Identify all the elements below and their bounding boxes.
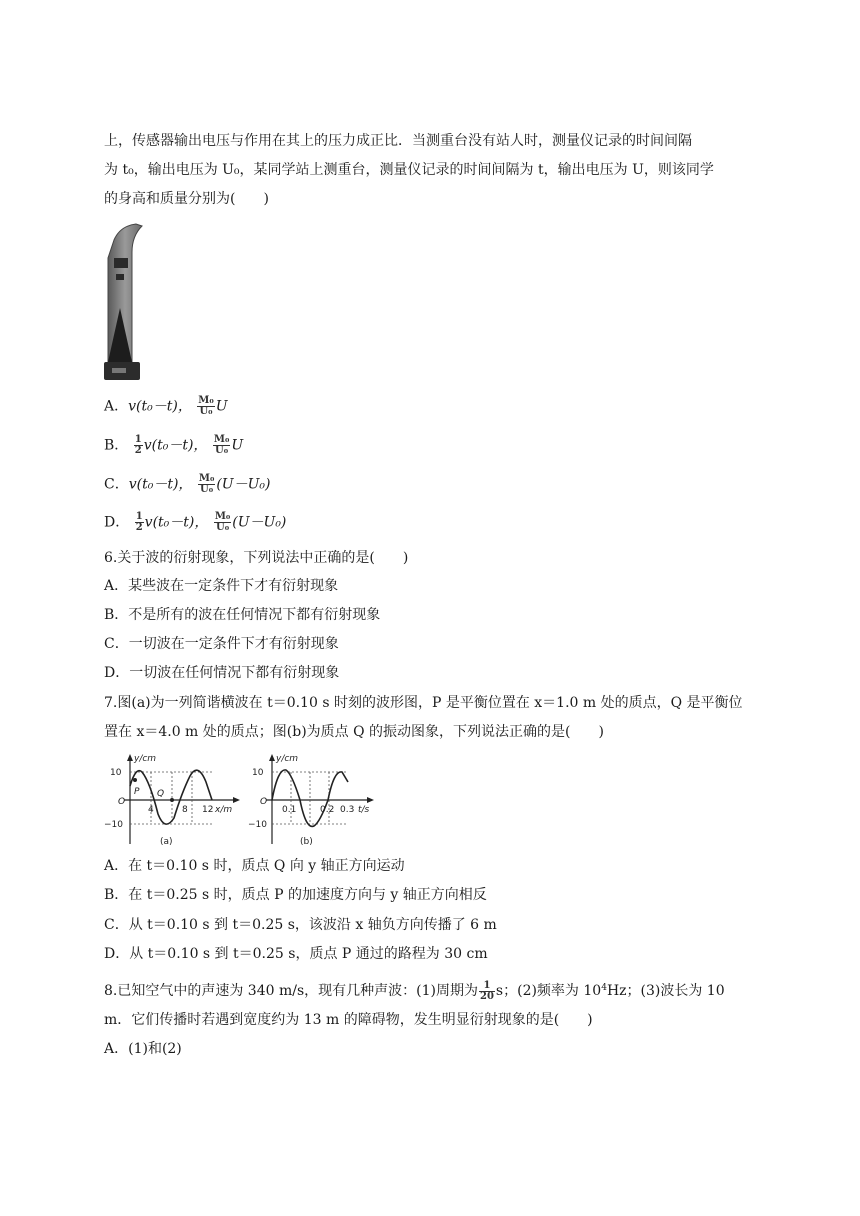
graph-a-tick-12: 12 <box>202 805 214 815</box>
graph-a-y-label: y/cm <box>134 754 157 764</box>
graph-a-point-q: Q <box>157 789 165 799</box>
q6-stem: 6.关于波的衍射现象，下列说法中正确的是( ) <box>104 550 409 566</box>
q5-option-b[interactable]: B． $\frac{1}{2}$ v(t₀－t)， $\frac{\text{M₀}}{\text{U₀}}$ U <box>104 434 244 456</box>
fraction: $\frac{\text{M₀}}{\text{U₀}}$ <box>198 473 215 495</box>
graph-b-caption: (b) <box>300 837 313 847</box>
graph-b-y-bottom: −10 <box>248 820 267 830</box>
graph-a-point-p: P <box>134 787 140 797</box>
graph-a-y-top: 10 <box>110 768 122 778</box>
q5-line-2: 为 t₀，输出电压为 U₀，某同学站上测重台，测量仪记录的时间间隔为 t，输出电压为 U，则该同学 <box>104 162 714 178</box>
graph-a-origin: O <box>118 797 126 807</box>
q6-option-b[interactable]: B．不是所有的波在任何情况下都有衍射现象 <box>104 607 381 623</box>
q7-line-2: 置在 x＝4.0 m 处的质点；图(b)为质点 Q 的振动图象，下列说法正确的是( ) <box>104 724 604 740</box>
wave-graph-a <box>102 752 242 848</box>
graph-a-tick-8: 8 <box>182 805 188 815</box>
q6-option-c[interactable]: C．一切波在一定条件下才有衍射现象 <box>104 636 339 652</box>
graph-b-tick-03: 0.3 <box>340 805 355 815</box>
graph-b-tick-01: 0.1 <box>282 805 297 815</box>
graph-b-y-label: y/cm <box>276 754 299 764</box>
q8-line-2: m．它们传播时若遇到宽度约为 13 m 的障碍物，发生明显衍射现象的是( ) <box>104 1012 593 1028</box>
coefficient-fraction: $\frac{1}{2}$ <box>135 511 143 533</box>
fraction: $\frac{\text{M₀}}{\text{U₀}}$ <box>214 511 231 533</box>
q6-option-a[interactable]: A．某些波在一定条件下才有衍射现象 <box>104 578 339 594</box>
q5-line-1: 上，传感器输出电压与作用在其上的压力成正比．当测重台没有站人时，测量仪记录的时间间隔 <box>104 133 692 149</box>
graph-b-x-label: t/s <box>358 805 370 815</box>
graph-a-x-label: x/m <box>215 805 233 815</box>
q7-option-a[interactable]: A．在 t＝0.10 s 时，质点 Q 向 y 轴正方向运动 <box>104 858 405 874</box>
vibration-graph-b <box>248 752 378 848</box>
q5-option-c[interactable]: C．v(t₀－t)， $\frac{\text{M₀}}{\text{U₀}}$ (U－U₀) <box>104 473 271 495</box>
graph-a-tick-4: 4 <box>148 805 154 815</box>
graph-a-caption: (a) <box>160 837 173 847</box>
period-fraction: $\frac{1}{20}$ <box>480 979 494 1002</box>
q5-line-3: 的身高和质量分别为( ) <box>104 191 269 207</box>
coefficient-fraction: $\frac{1}{2}$ <box>134 434 142 456</box>
q7-option-c[interactable]: C．从 t＝0.10 s 到 t＝0.25 s，该波沿 x 轴负方向传播了 6 m <box>104 917 497 933</box>
q8-line-1: 8.已知空气中的声速为 340 m/s，现有几种声波：(1)周期为 $\frac{1}{20}$ s；(2)频率为 $10^4Hz$；(3)波长为 10 <box>104 979 725 1002</box>
graph-a-y-bottom: −10 <box>104 820 123 830</box>
measuring-device-image <box>102 222 146 384</box>
q5-option-a[interactable]: A．v(t₀－t)， $\frac{\text{M₀}}{\text{U₀}}$ U <box>104 395 228 417</box>
graph-b-y-top: 10 <box>252 768 264 778</box>
q7-line-1: 7.图(a)为一列简谐横波在 t＝0.10 s 时刻的波形图，P 是平衡位置在 x＝1.0 m 处的质点，Q 是平衡位 <box>104 695 743 711</box>
q7-option-d[interactable]: D．从 t＝0.10 s 到 t＝0.25 s，质点 P 通过的路程为 30 cm <box>104 946 488 962</box>
fraction: $\frac{\text{M₀}}{\text{U₀}}$ <box>198 395 214 417</box>
q7-option-b[interactable]: B．在 t＝0.25 s 时，质点 P 的加速度方向与 y 轴正方向相反 <box>104 887 487 903</box>
fraction: $\frac{\text{M₀}}{\text{U₀}}$ <box>213 434 230 456</box>
q8-option-a[interactable]: A．(1)和(2) <box>104 1041 182 1057</box>
graph-b-origin: O <box>260 797 268 807</box>
q6-option-d[interactable]: D．一切波在任何情况下都有衍射现象 <box>104 665 340 681</box>
q5-option-d[interactable]: D． $\frac{1}{2}$ v(t₀－t)， $\frac{\text{M₀}}{\text{U₀}}$ (U－U₀) <box>104 511 287 533</box>
graph-b-tick-02: 0.2 <box>320 805 335 815</box>
